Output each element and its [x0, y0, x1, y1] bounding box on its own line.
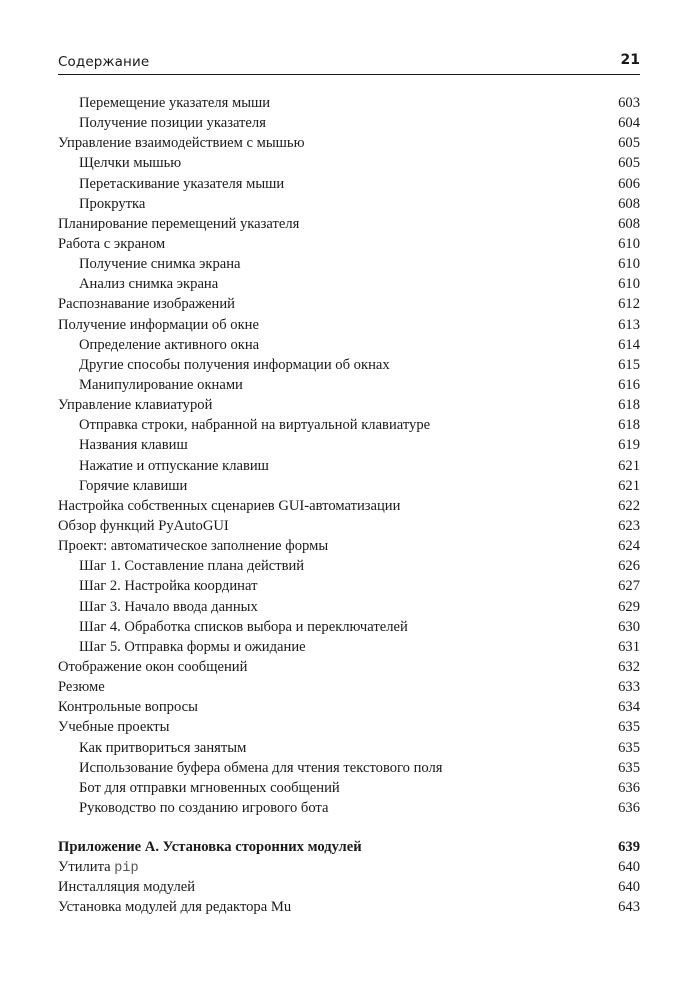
toc-entry-label: Отображение окон сообщений	[58, 658, 248, 675]
toc-entry[interactable]	[58, 778, 640, 798]
toc-entry-page: 621	[618, 477, 640, 494]
toc-entry-label: Планирование перемещений указателя	[58, 215, 300, 232]
toc-entry-text	[58, 516, 229, 536]
toc-entry-page: 615	[618, 356, 640, 373]
toc-entry-label: Щелчки мышью	[79, 155, 182, 172]
toc-entry-text	[58, 355, 390, 375]
toc-entry[interactable]	[58, 677, 640, 697]
toc-entry[interactable]	[58, 294, 640, 314]
toc-entry-text	[58, 395, 212, 415]
toc-entry[interactable]	[58, 897, 640, 917]
toc-entry-page: 629	[618, 598, 640, 615]
toc-entry-label: Определение активного окна	[79, 336, 260, 353]
toc-entry-label: Шаг 5. Отправка формы и ожидание	[79, 638, 306, 655]
toc-entry-label: Перемещение указателя мыши	[79, 95, 271, 111]
toc-entry-label: Настройка собственных сценариев GUI-автоматизации	[58, 497, 401, 514]
toc-entry-page: 624	[618, 538, 640, 555]
toc-entry[interactable]	[58, 93, 640, 113]
toc-entry-page: 631	[618, 638, 640, 655]
toc-entry-text: Приложение А. Установка сторонних модулей	[58, 839, 362, 856]
toc-entry-label: Шаг 3. Начало ввода данных	[79, 598, 258, 615]
toc-entry-page: 610	[618, 276, 640, 293]
toc-entry-text	[58, 697, 198, 717]
toc-entry-label: Проект: автоматическое заполнение формы	[58, 538, 329, 555]
toc-entry[interactable]	[58, 877, 640, 897]
toc-entry-page: 618	[618, 397, 640, 414]
toc-entry[interactable]	[58, 617, 640, 637]
toc-entry-label: Перетаскивание указателя мыши	[79, 175, 285, 192]
toc-entry-page: 630	[618, 618, 640, 635]
toc-entry[interactable]	[58, 315, 640, 335]
toc-entry-text	[58, 93, 270, 113]
toc-entry-text	[58, 857, 139, 879]
toc-entry[interactable]	[58, 597, 640, 617]
toc-entry-text	[58, 133, 304, 153]
toc-entry-page: 616	[618, 376, 640, 393]
toc-entry-text	[58, 778, 340, 798]
toc-entry[interactable]	[58, 254, 640, 274]
toc-entry-text	[58, 798, 328, 818]
toc-entry-page: 605	[618, 135, 640, 152]
toc-entry-text	[58, 174, 284, 194]
toc-entry-page: 608	[618, 215, 640, 232]
toc-entry-page: 636	[618, 799, 640, 816]
toc-entry-text	[58, 556, 304, 576]
toc-entry-text	[58, 897, 291, 917]
toc-entry-text	[58, 214, 299, 234]
toc-entry-label: Утилита	[58, 859, 115, 876]
toc-entry[interactable]	[58, 556, 640, 576]
running-header	[58, 52, 640, 75]
toc-entry[interactable]	[58, 234, 640, 254]
toc-appendix-entries	[58, 857, 640, 917]
toc-entry[interactable]	[58, 133, 640, 153]
toc-entry-page: 627	[618, 578, 640, 595]
toc-entry-label: Шаг 1. Составление плана действий	[79, 558, 305, 575]
toc-entry[interactable]	[58, 717, 640, 737]
toc-entry-page: 634	[618, 699, 640, 716]
toc-entry[interactable]	[58, 476, 640, 496]
toc-entry-page: 618	[618, 417, 640, 434]
toc-entry-text	[58, 335, 259, 355]
toc-entry-page: 636	[618, 779, 640, 796]
toc-entry-text	[58, 375, 243, 395]
toc-entry-label: Распознавание изображений	[58, 296, 235, 313]
toc-entry[interactable]	[58, 153, 640, 173]
toc-entry-page: 623	[618, 517, 640, 534]
toc-entry-text	[58, 877, 195, 897]
toc-entry[interactable]	[58, 355, 640, 375]
toc-entry-text	[58, 435, 188, 455]
toc-entry[interactable]	[58, 435, 640, 455]
toc-entry-text	[58, 113, 266, 133]
toc-entry-page: 603	[618, 95, 640, 111]
toc-entry[interactable]	[58, 697, 640, 717]
toc-entry-label: Использование буфера обмена для чтения текстового поля	[79, 759, 443, 776]
toc-entry[interactable]	[58, 456, 640, 476]
toc-entry-label: Работа с экраном	[58, 235, 166, 252]
toc-entry-label: Нажатие и отпускание клавиш	[79, 457, 269, 474]
toc-entry-label: Руководство по созданию игрового бота	[79, 799, 329, 816]
toc-entry[interactable]	[58, 395, 640, 415]
toc-entry[interactable]	[58, 576, 640, 596]
toc-entry[interactable]	[58, 857, 640, 877]
toc-entry-page: 610	[618, 235, 640, 252]
toc-entry-label: Анализ снимка экрана	[79, 276, 219, 293]
toc-entry-label: Управление клавиатурой	[58, 397, 213, 414]
toc-entry-label: Прокрутка	[79, 195, 146, 212]
toc-entry-page: 622	[618, 497, 640, 514]
toc-entry-page: 633	[618, 679, 640, 696]
toc-entry[interactable]	[58, 758, 640, 778]
toc-entry-label: Бот для отправки мгновенных сообщений	[79, 779, 340, 796]
toc-entry-label: Названия клавиш	[79, 437, 188, 454]
toc-entry-text	[58, 657, 247, 677]
table-of-contents	[58, 93, 640, 918]
toc-entry-text	[58, 637, 306, 657]
toc-entry-page: 610	[618, 256, 640, 273]
toc-entry-label: Получение информации об окне	[58, 316, 259, 333]
toc-entry-text	[58, 617, 408, 637]
toc-entry-page: 612	[618, 296, 640, 313]
toc-entry[interactable]	[58, 214, 640, 234]
toc-entry-label: Горячие клавиши	[79, 477, 188, 494]
toc-entry[interactable]	[58, 536, 640, 556]
toc-entry-page: 635	[618, 739, 640, 756]
toc-entry-page: 604	[618, 115, 640, 132]
toc-entry-page: 626	[618, 558, 640, 575]
toc-entry-text	[58, 738, 246, 758]
toc-entry-text	[58, 194, 145, 214]
toc-entry-text	[58, 274, 218, 294]
toc-entry-label: Получение снимка экрана	[79, 256, 241, 273]
toc-entry-text	[58, 456, 269, 476]
toc-entry-code: pip	[114, 861, 139, 877]
toc-entry-page: 614	[618, 336, 640, 353]
toc-entry-page: 605	[618, 155, 640, 172]
toc-entry-page: 639	[618, 839, 640, 856]
toc-entry[interactable]	[58, 174, 640, 194]
toc-entry-label: Как притвориться занятым	[79, 739, 247, 756]
toc-entry[interactable]	[58, 496, 640, 516]
toc-entry-text	[58, 294, 235, 314]
running-header-title: Содержание	[58, 54, 150, 70]
toc-entry-text	[58, 254, 241, 274]
section-gap	[58, 818, 640, 837]
toc-entry-label: Резюме	[58, 679, 105, 696]
toc-entry-label: Другие способы получения информации об окнах	[79, 356, 390, 373]
toc-entry-page: 632	[618, 658, 640, 675]
toc-entry-label: Управление взаимодействием с мышью	[58, 135, 305, 152]
toc-chapter-entries	[58, 93, 640, 818]
toc-entry-appendix-title[interactable]	[58, 837, 640, 857]
toc-entry-label: Манипулирование окнами	[79, 376, 243, 393]
toc-entry-label: Контрольные вопросы	[58, 699, 198, 716]
toc-entry-page: 643	[618, 899, 640, 916]
toc-entry-page: 635	[618, 719, 640, 736]
page-number: 21	[620, 52, 640, 68]
toc-entry-text	[58, 576, 257, 596]
toc-entry-label: Отправка строки, набранной на виртуальной клавиатуре	[79, 417, 431, 434]
toc-entry-page: 606	[618, 175, 640, 192]
toc-entry-page: 640	[618, 879, 640, 896]
toc-entry-text	[58, 677, 105, 697]
toc-entry[interactable]	[58, 113, 640, 133]
toc-entry[interactable]	[58, 637, 640, 657]
toc-entry-text	[58, 415, 430, 435]
toc-entry-label: Установка модулей для редактора Mu	[58, 899, 292, 916]
toc-entry-text	[58, 234, 165, 254]
toc-entry-text	[58, 153, 181, 173]
toc-entry-text	[58, 476, 187, 496]
toc-entry[interactable]	[58, 657, 640, 677]
toc-entry-label: Шаг 4. Обработка списков выбора и переключателей	[79, 618, 408, 635]
toc-entry-page: 635	[618, 759, 640, 776]
toc-entry-text	[58, 717, 169, 737]
toc-entry-label: Обзор функций PyAutoGUI	[58, 517, 229, 534]
toc-entry[interactable]	[58, 335, 640, 355]
toc-entry-text	[58, 315, 259, 335]
toc-entry[interactable]	[58, 516, 640, 536]
toc-entry[interactable]	[58, 415, 640, 435]
toc-entry-label: Учебные проекты	[58, 719, 170, 736]
toc-entry-page: 640	[618, 859, 640, 876]
toc-entry-page: 619	[618, 437, 640, 454]
toc-entry-label: Получение позиции указателя	[79, 115, 266, 132]
toc-entry-text	[58, 496, 400, 516]
toc-entry-text	[58, 536, 328, 556]
toc-entry-page: 608	[618, 195, 640, 212]
toc-entry-page: 613	[618, 316, 640, 333]
toc-entry-text	[58, 597, 258, 617]
toc-entry[interactable]	[58, 274, 640, 294]
toc-entry[interactable]	[58, 375, 640, 395]
toc-entry-label: Инсталляция модулей	[58, 879, 196, 896]
toc-entry[interactable]	[58, 798, 640, 818]
toc-entry[interactable]	[58, 194, 640, 214]
toc-entry[interactable]	[58, 738, 640, 758]
toc-entry-page: 621	[618, 457, 640, 474]
toc-entry-label: Шаг 2. Настройка координат	[79, 578, 258, 595]
toc-entry-text	[58, 758, 443, 778]
